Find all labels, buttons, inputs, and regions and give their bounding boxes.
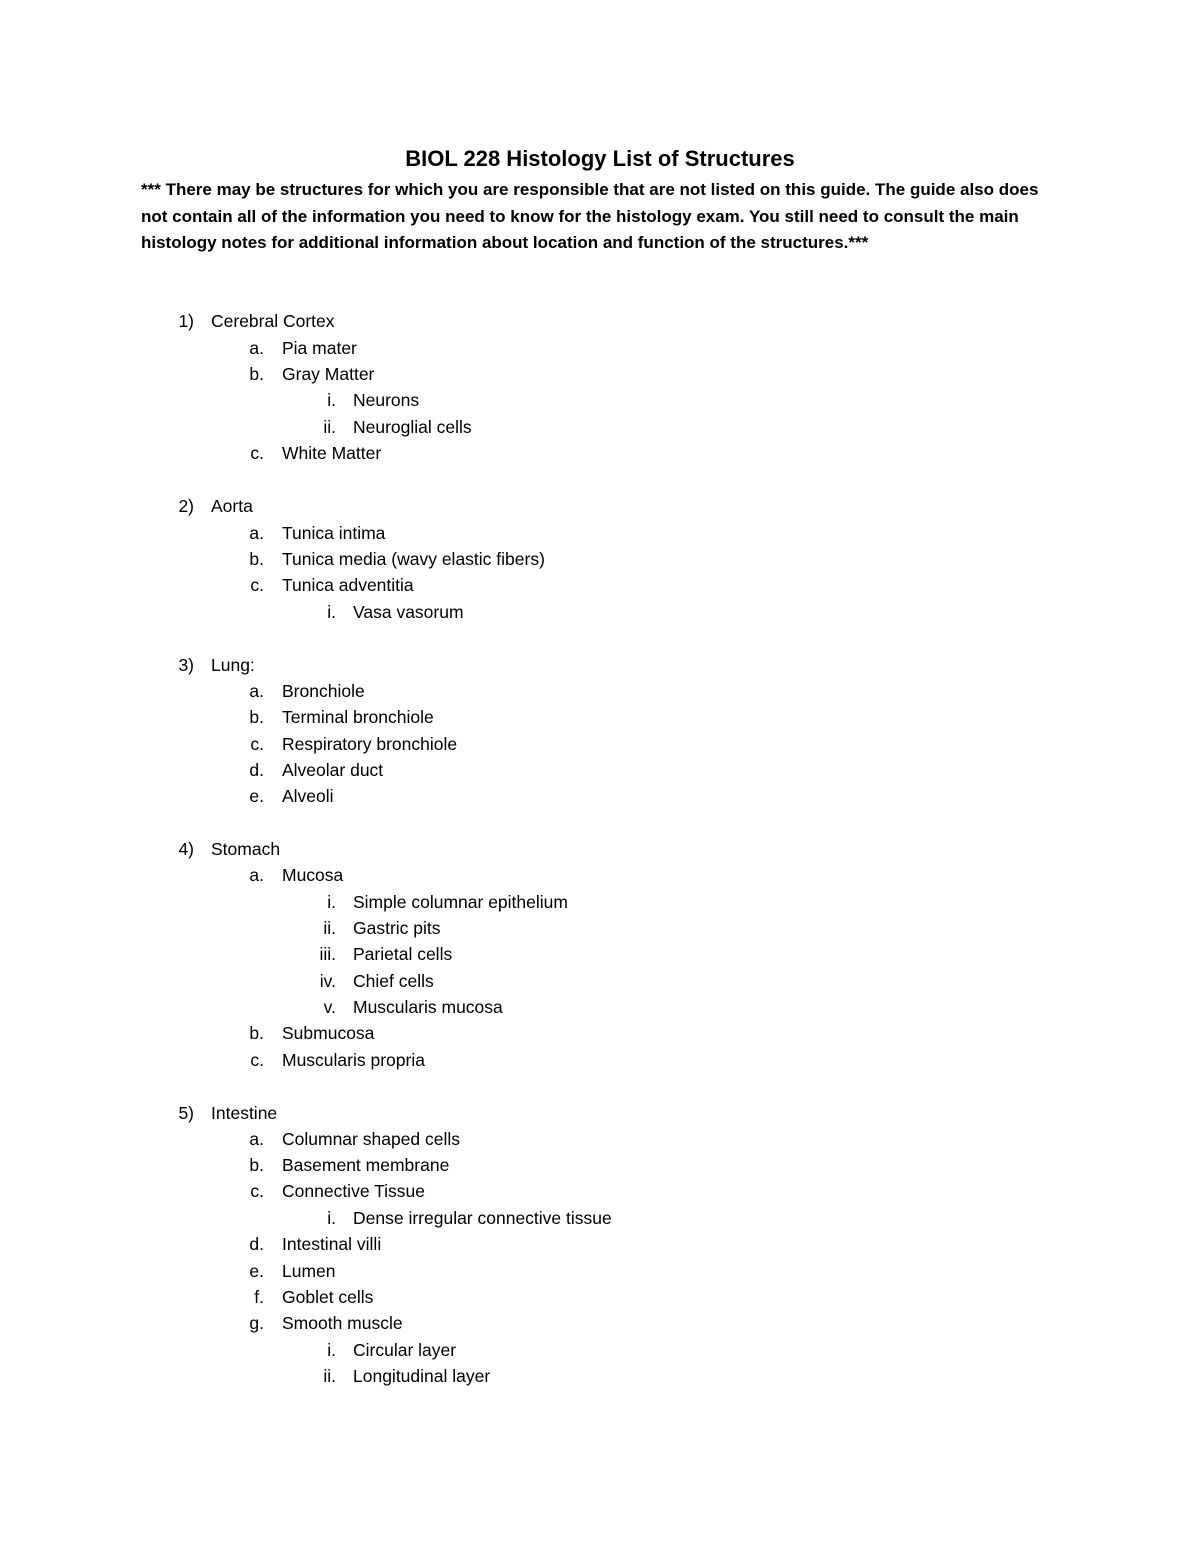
list-marker: b.: [249, 549, 264, 569]
list-marker: c.: [250, 1181, 264, 1201]
list-item-text: Lung:: [211, 655, 255, 675]
list-item-text: Smooth muscle: [282, 1313, 403, 1333]
list-marker: b.: [249, 1155, 264, 1175]
list-item-text: Parietal cells: [353, 944, 453, 964]
list-item-text: Columnar shaped cells: [282, 1129, 461, 1149]
list-marker: ii.: [323, 1366, 336, 1386]
list-item-text: Connective Tissue: [282, 1181, 425, 1201]
list-item-text: White Matter: [282, 443, 382, 463]
list-item-text: Muscularis mucosa: [353, 997, 503, 1017]
list-item-text: Intestinal villi: [282, 1234, 382, 1254]
list-marker: e.: [249, 1261, 264, 1281]
list-item-text: Lumen: [282, 1261, 336, 1281]
list-marker: c.: [250, 575, 264, 595]
list-item-text: Longitudinal layer: [353, 1366, 491, 1386]
list-item-text: Muscularis propria: [282, 1050, 425, 1070]
list-marker: i.: [327, 892, 336, 912]
list-item-text: Intestine: [211, 1103, 278, 1123]
list-item-text: Aorta: [211, 496, 253, 516]
list-marker: i.: [327, 1208, 336, 1228]
list-marker: iii.: [319, 944, 336, 964]
list-item-text: Circular layer: [353, 1340, 457, 1360]
list-marker: c.: [250, 443, 264, 463]
list-marker: g.: [249, 1313, 264, 1333]
list-item-text: Basement membrane: [282, 1155, 450, 1175]
list-marker: i.: [327, 602, 336, 622]
list-item-text: Respiratory bronchiole: [282, 734, 458, 754]
list-marker: 3): [178, 655, 194, 675]
list-marker: i.: [327, 390, 336, 410]
list-item-text: Pia mater: [282, 338, 357, 358]
list-marker: i.: [327, 1340, 336, 1360]
list-item-text: Cerebral Cortex: [211, 311, 335, 331]
list-item-text: Vasa vasorum: [353, 602, 464, 622]
list-marker: a.: [249, 865, 264, 885]
list-marker: a.: [249, 681, 264, 701]
list-marker: c.: [250, 1050, 264, 1070]
list-item-text: Gray Matter: [282, 364, 375, 384]
list-item-text: Bronchiole: [282, 681, 365, 701]
disclaimer-note: *** There may be structures for which you are responsible that are not listed on this guide. The guide also does not contain all of the information you need to know for the histology exam. You still need to consult the main histology notes for additional information about location and function of the structures.***: [141, 180, 1039, 252]
list-item-text: Terminal bronchiole: [282, 707, 434, 727]
list-item-text: Submucosa: [282, 1023, 375, 1043]
list-marker: ii.: [323, 918, 336, 938]
list-marker: b.: [249, 364, 264, 384]
list-item-text: Tunica intima: [282, 523, 386, 543]
list-item-text: Neuroglial cells: [353, 417, 472, 437]
list-item-text: Dense irregular connective tissue: [353, 1208, 612, 1228]
list-marker: d.: [249, 760, 264, 780]
list-item-text: Stomach: [211, 839, 281, 859]
list-marker: 1): [178, 311, 194, 331]
list-marker: 5): [178, 1103, 194, 1123]
list-item-text: Neurons: [353, 390, 420, 410]
list-item-text: Simple columnar epithelium: [353, 892, 568, 912]
list-marker: b.: [249, 707, 264, 727]
page-title: BIOL 228 Histology List of Structures: [405, 146, 795, 171]
list-marker: 2): [178, 496, 194, 516]
list-marker: v.: [323, 997, 336, 1017]
list-marker: ii.: [323, 417, 336, 437]
list-item-text: Gastric pits: [353, 918, 441, 938]
list-item-text: Alveoli: [282, 786, 334, 806]
list-item-text: Mucosa: [282, 865, 344, 885]
list-marker: a.: [249, 1129, 264, 1149]
list-marker: 4): [178, 839, 194, 859]
list-marker: b.: [249, 1023, 264, 1043]
list-item-text: Chief cells: [353, 971, 434, 991]
list-marker: iv.: [319, 971, 336, 991]
list-item-text: Tunica adventitia: [282, 575, 414, 595]
list-marker: a.: [249, 523, 264, 543]
list-item-text: Goblet cells: [282, 1287, 374, 1307]
list-item-text: Alveolar duct: [282, 760, 384, 780]
list-item-text: Tunica media (wavy elastic fibers): [282, 549, 545, 569]
list-marker: e.: [249, 786, 264, 806]
list-marker: c.: [250, 734, 264, 754]
list-marker: d.: [249, 1234, 264, 1254]
list-marker: f.: [254, 1287, 264, 1307]
list-marker: a.: [249, 338, 264, 358]
